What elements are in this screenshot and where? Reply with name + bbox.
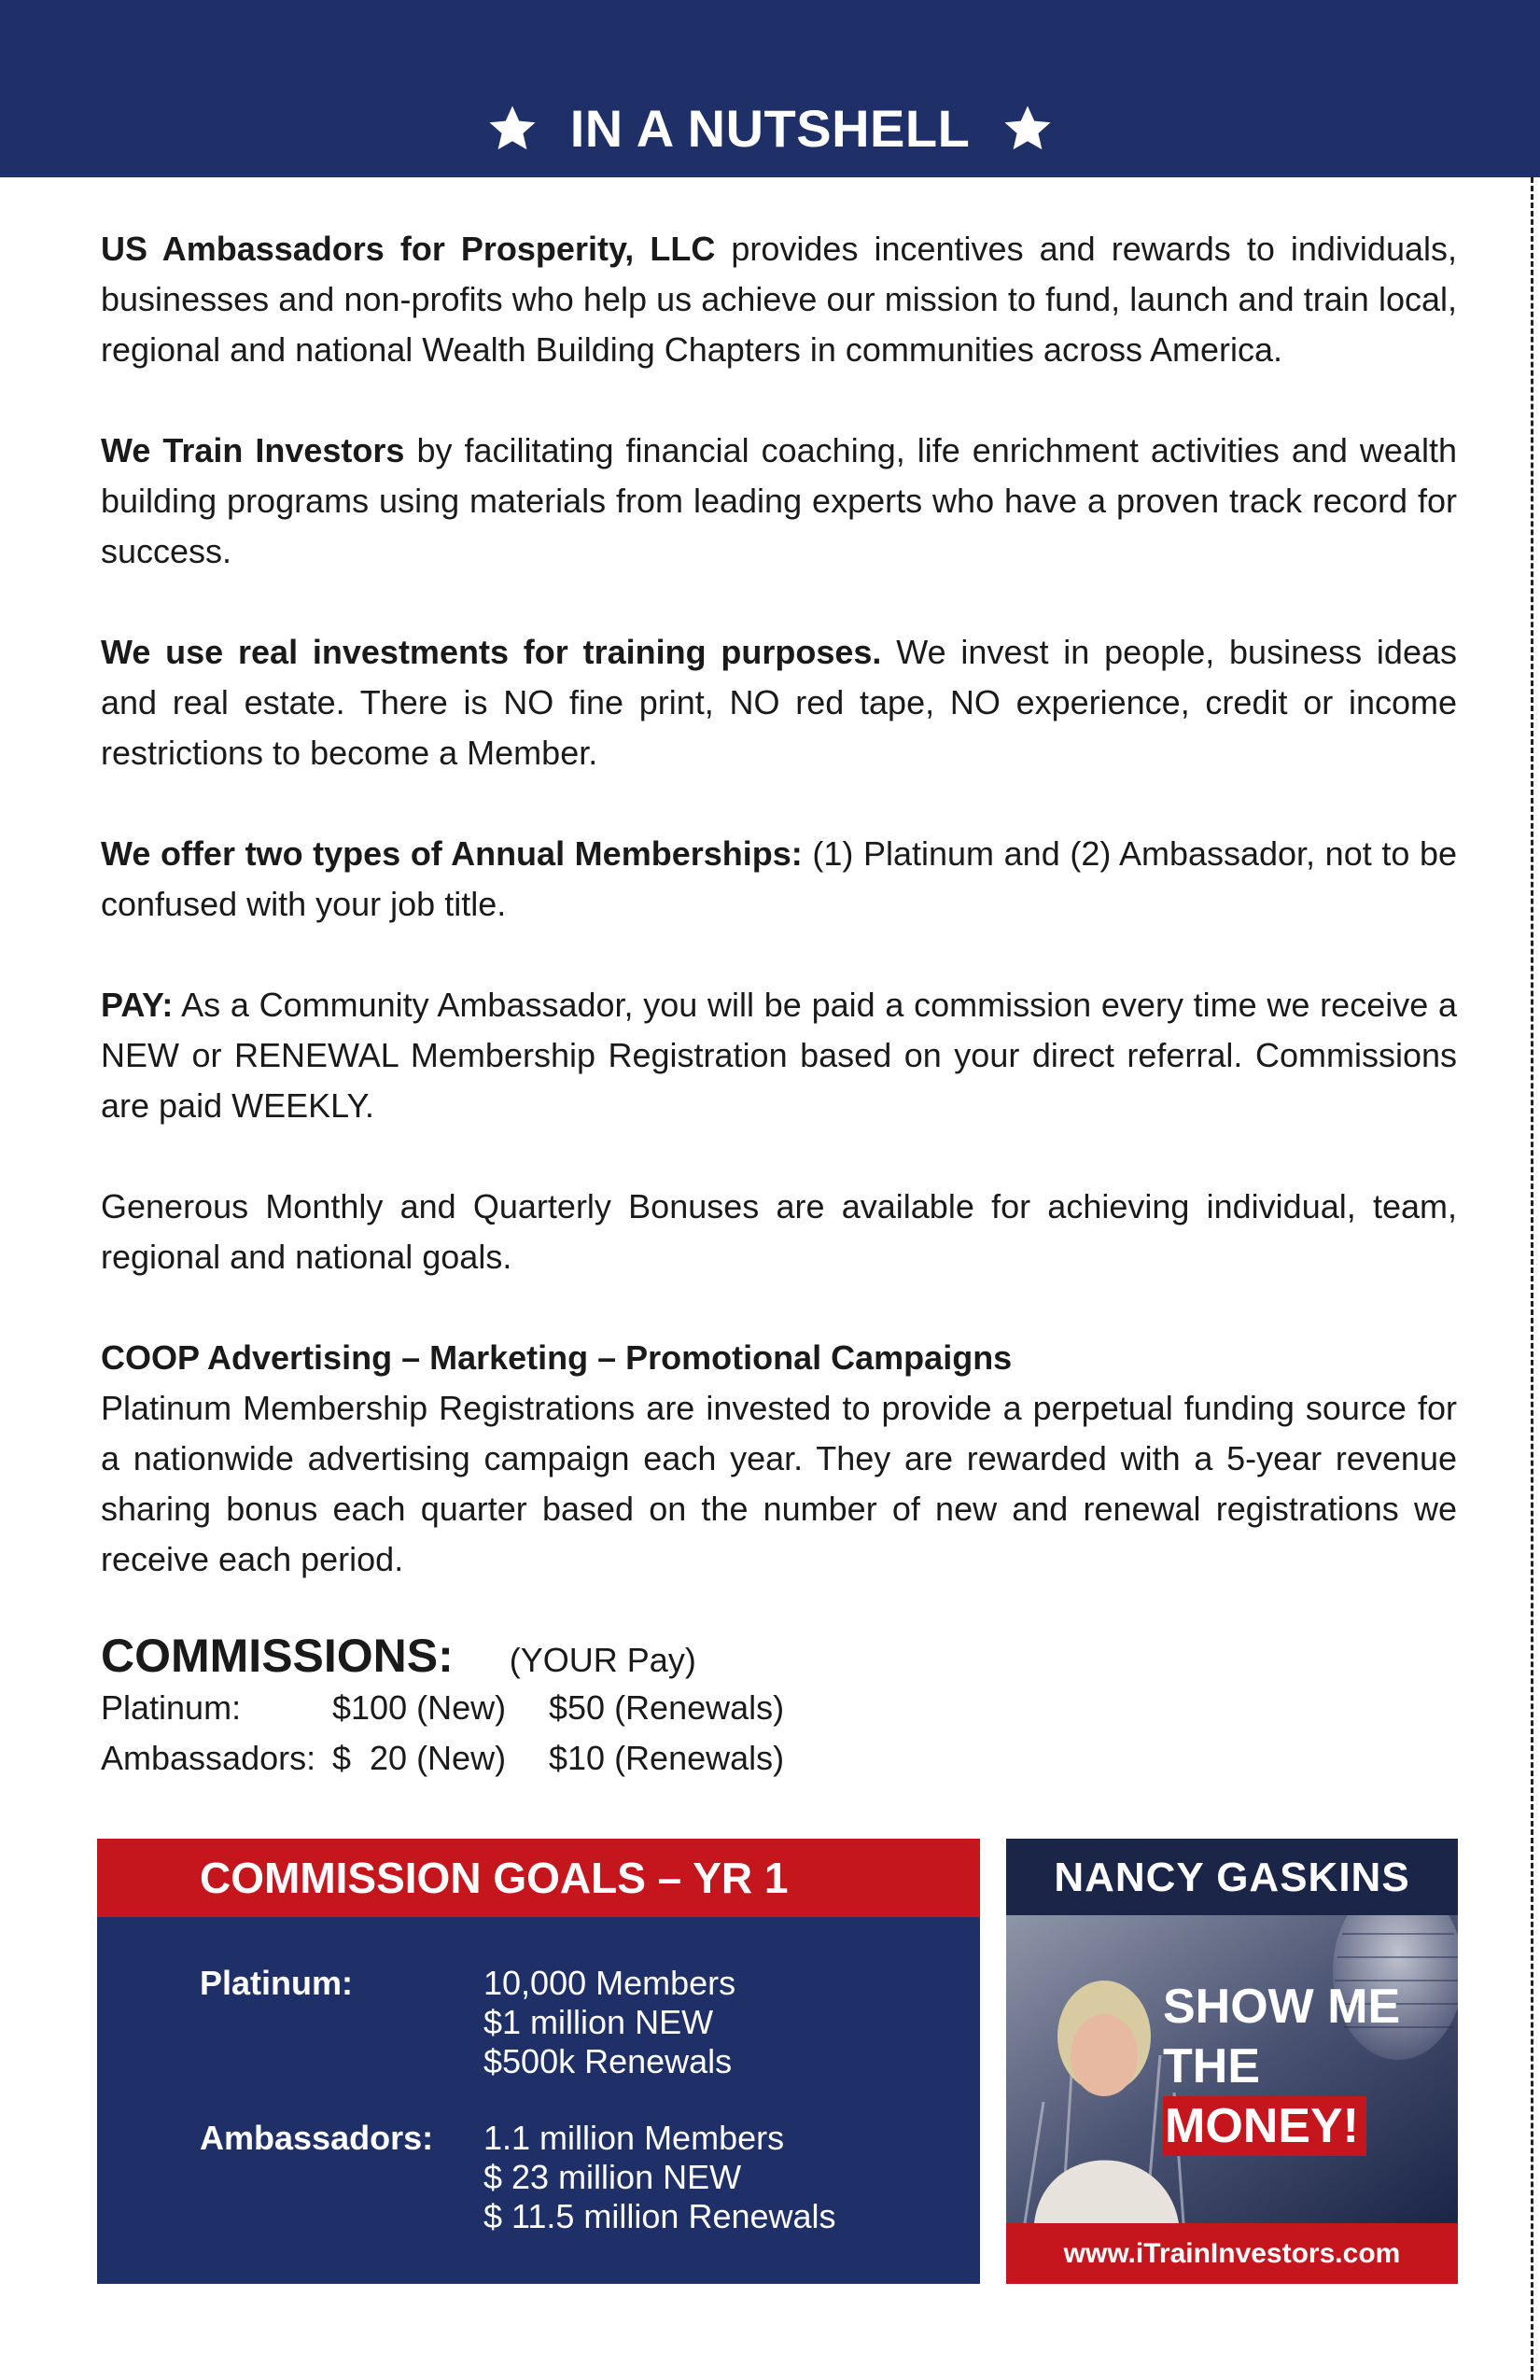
commissions-heading: COMMISSIONS:: [101, 1630, 454, 1682]
promo-tagline: SHOW ME THE MONEY!: [1163, 1977, 1400, 2156]
header-banner: [0, 0, 1540, 177]
goals-title: COMMISSION GOALS – YR 1: [97, 1839, 980, 1917]
paragraph-memberships: We offer two types of Annual Memberships: (1) Platinum and (2) Ambassador, not to be confused with your job title.: [101, 834, 1458, 923]
paragraph-train: We Train Investors by facilitating financial coaching, life enrichment activities and wealth building programs using materials from leading experts who have a proven track record for success.: [101, 431, 1457, 570]
commissions-section: [101, 1629, 941, 1784]
commission-goals-box: [97, 1839, 980, 2284]
commission-row: Ambassadors: $ 20 (New) $10 (Renewals): [101, 1739, 785, 1777]
paragraph-coop: COOP Advertising – Marketing – Promotional Campaigns Platinum Membership Registrations are invested to provide a perpetual funding source for a nationwide advertising campaign each year. They are rewarded with a 5-year revenue sharing bonus each quarter based on the number of new and renewal registrations we receive each period.: [101, 1333, 1457, 1585]
paragraph-investments: We use real investments for training purposes. We invest in people, business ideas and real estate. There is NO fine print, NO red tape, NO experience, credit or income restrictions to become a Member.: [101, 633, 1457, 772]
coop-heading: COOP Advertising – Marketing – Promotional Campaigns: [101, 1338, 1013, 1377]
goals-platinum: Platinum: 10,000 Members $1 million NEW $500k Renewals: [200, 1964, 736, 2080]
company-name: US Ambassadors for Prosperity, LLC: [101, 230, 716, 268]
goals-ambassadors: Ambassadors: 1.1 million Members $ 23 million NEW $ 11.5 million Renewals: [200, 2119, 836, 2235]
commissions-subheading: (YOUR Pay): [509, 1641, 696, 1679]
money-highlight: MONEY!: [1163, 2096, 1366, 2156]
commission-row: Platinum: $100 (New) $50 (Renewals): [101, 1688, 785, 1727]
cut-line: [1531, 177, 1533, 2380]
page-title: IN A NUTSHELL: [569, 99, 971, 158]
paragraph-bonuses: Generous Monthly and Quarterly Bonuses are available for achieving individual, team, regional and national goals.: [101, 1187, 1457, 1276]
main-content: [101, 224, 1457, 1585]
paragraph-pay: PAY: As a Community Ambassador, you will be paid a commission every time we receive a NEW or RENEWAL Membership Registration based on your direct referral. Commissions are paid WEEKLY.: [101, 986, 1457, 1125]
paragraph-mission: US Ambassadors for Prosperity, LLC provides incentives and rewards to individuals, businesses and non-profits who help us achieve our mission to fund, launch and train local, regional and national Wealth Building Chapters in communities across America.: [101, 230, 1457, 369]
website-link[interactable]: www.iTrainInvestors.com: [1006, 2223, 1458, 2284]
star-icon: [1001, 103, 1054, 155]
promo-card: [1006, 1839, 1458, 2284]
promo-name: NANCY GASKINS: [1054, 1855, 1410, 1900]
star-icon: [486, 103, 539, 155]
